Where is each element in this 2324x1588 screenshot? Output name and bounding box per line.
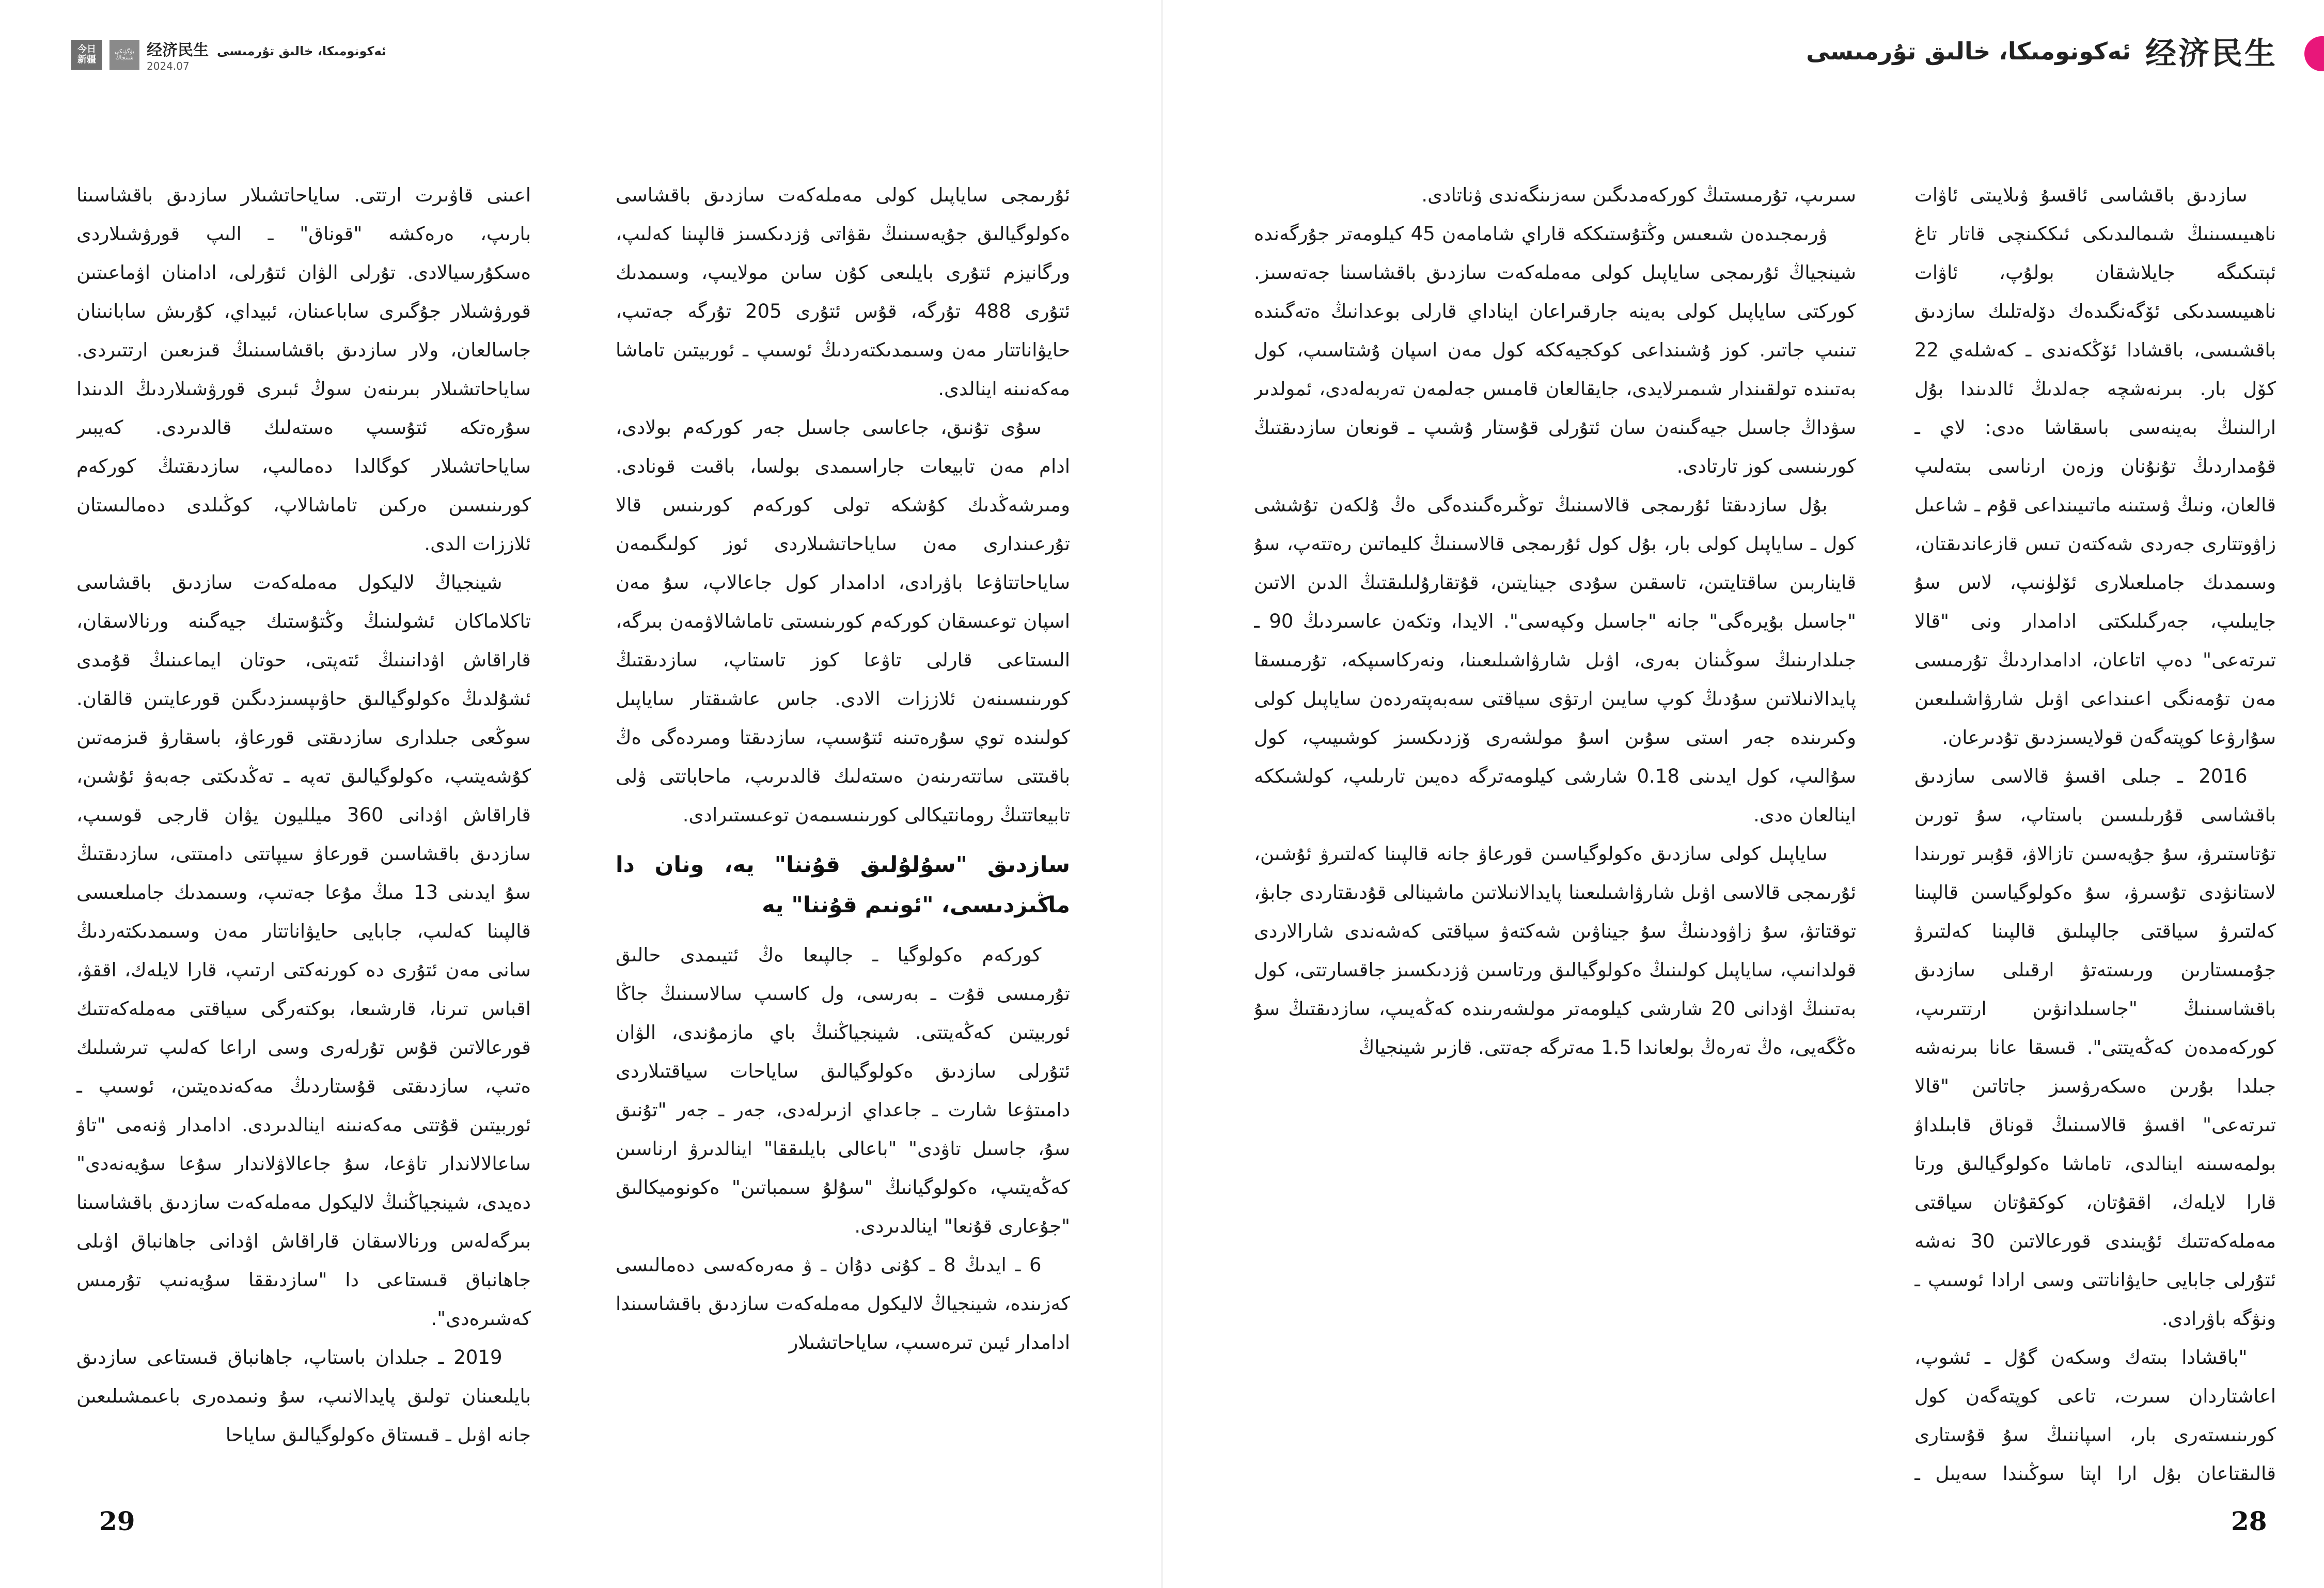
- issue-date: 2024.07: [147, 60, 190, 72]
- body-paragraph: بۇل سازدىقتا ئۇرىمجى قالاسىنىڭ توڭىرەگىندەگى ەڭ ۇلكەن تۇششى كول ـ ساياپىل كولى بار، بۇل كول ئۇرىمجى قالاسىنىڭ كليماتىن رەتتەپ، سۇ قايناربىن ساقتايتىن، تاسقىن سۇدى جينايتىن، قۇتقارۇلىلىقتىڭ الدىن الاتىن "جاسىل بۇيرەگى" جانە "جاسىل وكپەسى". الايدا، وتكەن عاسىردىڭ 90 ـ جىلدارىنىڭ سوڭىنان بەرى، اۋىل شارۋاشىلىعىنا، ونەركاسىپكە، تۇرمىسقا پايدالانىلاتىن سۇدىڭ كوپ سايىن ارتۋى سياقتى سەبەپتەردەن ساياپىل كولى وكىرىندە جەر استى سۇىن اسۇ مولشەرى ۆزدىكسىز كوشىيىپ، كول سۇالىپ، كول ايدىنى 0.18 شارشى كيلومەترگە دەيىن تارىلىپ، كولشىككە اينالعان ەدى.: [1254, 494, 1856, 826]
- right-page: [1162, 0, 2324, 1588]
- body-paragraph: 2016 ـ جىلى اقسۋ قالاسى سازدىق باقشاسى قۇرىلىسىن باستاپ، سۇ تورىن تۇتاستىرۋ، سۇ جۇيەسىن تازالاۋ، قۇبىر تورىندا لاستانۋدى تۇسىرۋ، سۇ ەكولوگياسىن قالپىنا كەلتىرۋ سياقتى جالپىلىق قالپىنا كەلتىرۋ جۇمىستارىن ورىستەتۋ ارقىلى سازدىق باقشاسىنىڭ "جاسىلدانۋىن ارتتىرىپ، كوركەمدەن كەڭەيتتى". قىسقا عانا بىرنەشە جىلدا بۇرىن ەسكەرۋسىز جاتاتىن "قالا تىرتەعى" اقسۋ قالاسىنىڭ قوناق قابىلداۋ بولمەسىنە اينالدى، تاماشا ەكولوگيالىق ورتا قارا لايلەك، اققۇتان، كوكقۇتان سياقتى مەملەكەتتىك ئۇيىندى قورعالاتىن 30 نەشە ئتۇرلى جابايى حايۋاناتتى وسى ارادا ئوسىپ ـ ونۋگە باۋرادى.: [1914, 765, 2276, 1330]
- header-section-title: ئەكونومىكا، خالىق تۇرمىسى: [217, 44, 387, 58]
- header-brand-chinese: 经济民生: [147, 41, 209, 59]
- right-page-header: [1806, 29, 2278, 73]
- body-paragraph: ساياپىل كولى سازدىق ەكولوگياسىن قورعاۋ جانە قالپىنا كەلتىرۋ ئۇشىن، ئۇرىمجى قالاسى اۋىل شارۋاشىلىعىنا پايدالانىلاتىن ماشينالى قۇدىقتاردى جابۋ، توقتاتۋ، سۇ زاۋودىنىڭ سۇ جيناۋىن شەكتەۋ سياقتى كەشەندى شارالاردى قولدانىپ، ساياپىل كولىنىڭ ەكولوگيالىق ورتاسىن ۋزدىكسىز جاقسارتتى، كول بەتىنىڭ اۋدانى 20 شارشى كيلومەتر مولشەرىندە كەڭەيىپ، سازدىقتىڭ سۇ ەڭگەيى، ەڭ تەرەڭ بولعاندا 1.5 مەترگە جەتتى. قازىر شينجياڭ: [1254, 843, 1856, 1058]
- body-paragraph: سازدىق باقشاسى ئاقسۇ ۋىلايىتى ئاۋات ناھىيىسىنىڭ شىمالىدىكى ئىككىنچى قاتار تاغ ئېتىكىگە جايلاشقان بولۇپ، ئاۋات ناھىيىسىدىكى ئۆگەنگىدەك دۆلەتلىك سازدىق باقشىسى، باقشادا ئۆڭكەندى ـ كەشلەي 22 كۆل بار. بىرنەشچە جەلدىڭ ئالدىندا بۇل ارالىنىڭ بەينەسى باسقاشا ەدى: لاي ـ قۇمداردىڭ تۇنۇنان وزەن ارناسى بىتەلىپ قالعان، ونىڭ ۋستىنە ماتىيىنداعى قۇم ـ شاعىل زاۋوتتارى جەردى شەكتەن تىس قازعاندىقتان، وسىمدىك جامىلعىلارى ئۆلۈنىپ، لاس سۇ جايىلىپ، جەرگىلىكتى ادامدار ونى "قالا تىرتەعى" دەپ اتاعان، ادامداردىڭ تۇرمىسى مەن تۇمەنگى اعىنداعى اۋىل شارۋاشىلىعىن سۇارۋعا كوپتەگەن قولايسىزدىق تۇدىرعان.: [1914, 184, 2276, 749]
- body-paragraph: 6 ـ ايدىڭ 8 ـ كۇنى دۇان ـ ۋ مەرەكەسى دەمالىسى كەزىندە، شينجياڭ لاليكول مەملەكەت سازدىق باقشاسىندا ادامدار ئيىن تىرەسىپ، ساياحاتشىلار: [616, 1254, 1070, 1353]
- magazine-logo-uyghur: بۈگۈنكى شىنجاڭ: [109, 40, 139, 70]
- body-paragraph: ۋرىمجىدەن شىعىس وڭتۇستىككە قاراي شامامەن 45 كيلومەتر جۇرگەندە شينجياڭ ئۇرىمجى ساياپىل كولى مەملەكەت سازدىق باقشاسىنا جەتەسىز. كوركتى ساياپىل كولى بەينە جارقىراعان ايناداي قارلى بوعدانىڭ ەتەگىندە تىنىپ جاتىر. كوز ۇشىنداعى كوكجيەككە كول مەن اسپان ۇشتاسىپ، كول بەتىندە تولقىندار شىمىرلايدى، جايقالعان قامىس جەلمەن تەربەلەدى، ئمولدىر سۋداڭ جاسىل جيەگىنەن سان ئتۇرلى قۇستار ۇشىپ ـ قونعان سازدىقتىڭ كورىنىسى كوز تارتادى.: [1254, 223, 1856, 477]
- body-paragraph: "باقشادا بىتەك وسكەن گۇل ـ ئشوپ، اعاشتاردان سىرت، تاعى كوپتەگەن كول كورىنىستەرى بار، اسپاننىڭ سۇ قۇستارى قالىقتاعان بۇل ارا اپتا سوڭىندا سەيىل ـ: [1914, 1346, 2276, 1485]
- section-subheading: سازدىق "سۇلۇلىق قۇننا" يە، ونان دا ماڭىزدىسى، "ئونىم قۇننا" يە: [616, 852, 1070, 918]
- text-column-3: [616, 176, 1070, 1498]
- text-column-4: [76, 176, 531, 1498]
- header-section-title: ئەكونومىكا، خالىق تۇرمىسى: [1806, 37, 2131, 65]
- section-tab-marker: [2304, 36, 2324, 71]
- text-column-1: [1914, 176, 2276, 1498]
- page-number: 28: [2231, 1506, 2267, 1536]
- body-paragraph: كوركەم ەكولوگيا ـ جالپىعا ەڭ ئتيىمدى حالىق تۇرمىسى قۇت ـ بەرسى، ول كاسىپ سالاسىنىڭ جاڭا ئوربيتىن كەڭەيتتى. شينجياڭنىڭ باي مازمۇندى، الۋان ئتۇرلى سازدىق ەكولوگيالىق ساياحات سياقتىلاردى دامىتۋعا شارت ـ جاعداي ازىرلەدى، جەر ـ جەر "تۇنىق سۇ، جاسىل تاۋدى" "باعالى بايلىققا" اينالدىرۋ ارناسىن كەڭەيتىپ، ەكولوگيانىڭ "سۇلۇ سىمباتىن" ەكونوميكالىق "جۇعارى قۇنعا" اينالدىردى.: [616, 944, 1070, 1237]
- text-column-2: [1254, 176, 1856, 1498]
- body-paragraph: اعىنى قاۋىرت ارتتى. ساياحاتشىلار سازدىق باقشاسىنا بارىپ، ەرەكشە "قوناق" ـ الىپ قورۋشىلاردى ەسكۇرسيالادى. تۇرلى الۋان ئتۇرلى، ادامنان اۋماعىتىن قورۋشىلار جۇگىرى ساباعىنان، ئبيداي، كۇرىش سابانىنان جاسالعان، ولار سازدىق باقشاسىنىڭ قىزىعىن ارتتىردى. ساياحاتشىلار بىرىنەن سوڭ ئبىرى قورۋشىلاردىڭ الدىندا سۇرەتكە ئتۇسىپ ەستەلىك قالدىردى. كەيبىر ساياحاتشىلار كوگالدا دەمالىپ، سازدىقتىڭ كوركەم كورىنىسىن ەركىن تاماشالاپ، كوڭىلدى دەمالىستان ئلاززات الدى.: [76, 184, 531, 555]
- page-number: 29: [99, 1506, 135, 1536]
- magazine-logo: 今日 新疆: [71, 40, 102, 70]
- header-brand-chinese: 经济民生: [2145, 36, 2278, 72]
- body-paragraph: شينجياڭ لاليكول مەملەكەت سازدىق باقشاسى تاكلاماكان ئشولىنىڭ وڭتۇستىك جيەگىنە ورنالاسقان، قاراقاش اۋدانىنىڭ ئتەپتى، حوتان ايماعىنىڭ قۇمدى ئشۇلدىڭ ەكولوگيالىق حاۋىپسىزدىگىن قورعايتىن قالقان. سوڭعى جىلدارى سازدىقتى قورعاۋ، باسقارۋ قىزمەتىن كۇشەيتىپ، ەكولوگيالىق تەپە ـ تەڭدىكتى جەبەۋ ئۇشىن، قاراقاش اۋدانى 360 ميلليون يۋان قارجى قوسىپ، سازدىق باقشاسىن قورعاۋ سيپاتتى دامىتتى، سازدىقتىڭ سۇ ايدىنى 13 مىڭ مۇعا جەتىپ، وسىمدىك جامىلعىسى قالپىنا كەلىپ، جابايى حايۋاناتتار مەن وسىمدىكتەردىڭ سانى مەن ئتۇرى دە كورنەكتى ارتىپ، قارا لايلەك، اققۋ، اقباس تىرنا، قارشىعا، بوكتەرگى سياقتى مەملەكەتتىك قورعالاتىن قۇس تۇرلەرى وسى اراعا كەلىپ تىرشىلىك ەتىپ، سازدىقتى قۇستاردىڭ مەكەندەيتىن، ئوسىپ ـ ئوربيتىن قۇتتى مەكەنىنە اينالدىردى. ادامدار ۋنەمى "تاۋ ساعالالاندار تاۋعا، سۇ جاعالاۋلاندار سۇعا سۇيەنەدى" دەيدى، شينجياڭنىڭ لاليكول مەملەكەت سازدىق باقشاسىنا بىرگەلەس ورنالاسقان قاراقاش اۋدانى جاھانباق اۋىلى جاھانباق قىستاعى دا "سازدىققا سۇيەنىپ تۇرمىس كەشىرەدى".: [76, 571, 531, 1330]
- left-page-header: [71, 37, 386, 72]
- body-paragraph: سۇى تۇنىق، جاعاسى جاسىل جەر كوركەم بولادى، ادام مەن تابيعات جاراسىمدى بولسا، باقىت قونادى. ومىرشەڭدىك كۇشكە تولى كوركەم كورىنىس قالا تۇرعىندارى مەن ساياحاتشىلاردى ئوز كولىگىمەن ساياحاتتاۋعا باۋرادى، ادامدار كول جاعالاپ، سۇ مەن اسپان توعىسقان كوركەم كورىنىستى تاماشالاۋمەن بىرگە، الىستاعى قارلى تاۋعا كوز تاستاپ، سازدىقتىڭ كورىنىسىنەن ئلاززات الادى. جاس عاشىقتار ساياپىل كولىندە توي سۇرەتىنە ئتۇسىپ، سازدىقتا ومىردەگى ەڭ باقىتتى ساتتەرىنەن ەستەلىك قالدىرىپ، ماحاباتتى ۋلى تابيعاتتىڭ رومانتيكالى كورىنىسىمەن توعىستىرادى.: [616, 416, 1070, 826]
- body-paragraph: 2019 ـ جىلدان باستاپ، جاھانباق قىستاعى سازدىق بايلىعىنان تولىق پايدالانىپ، سۇ ونىمدەرى باعىمشىلىعىن جانە اۋىل ـ قىستاق ەكولوگيالىق ساياحا: [76, 1346, 531, 1446]
- body-paragraph: ئۇرىمجى ساياپىل كولى مەملەكەت سازدىق باقشاسى ەكولوگيالىق جۇيەسىنىڭ ىقۋاتى ۋزدىكسىز قالپىنا كەلىپ، ورگانيزم ئتۇرى بايلىعى كۇن ساىن مولايىپ، وسىمدىك ئتۇرى 488 تۇرگە، قۇس ئتۇرى 205 تۇرگە جەتىپ، حايۋاناتتار مەن وسىمدىكتەردىڭ ئوسىپ ـ ئوربيتىن تاماشا مەكەنىنە اينالدى.: [616, 184, 1070, 400]
- body-paragraph: سىرىپ، تۇرمىستىڭ كوركەمدىگىن سەزىنگەندى ۋناتادى.: [1421, 184, 1856, 206]
